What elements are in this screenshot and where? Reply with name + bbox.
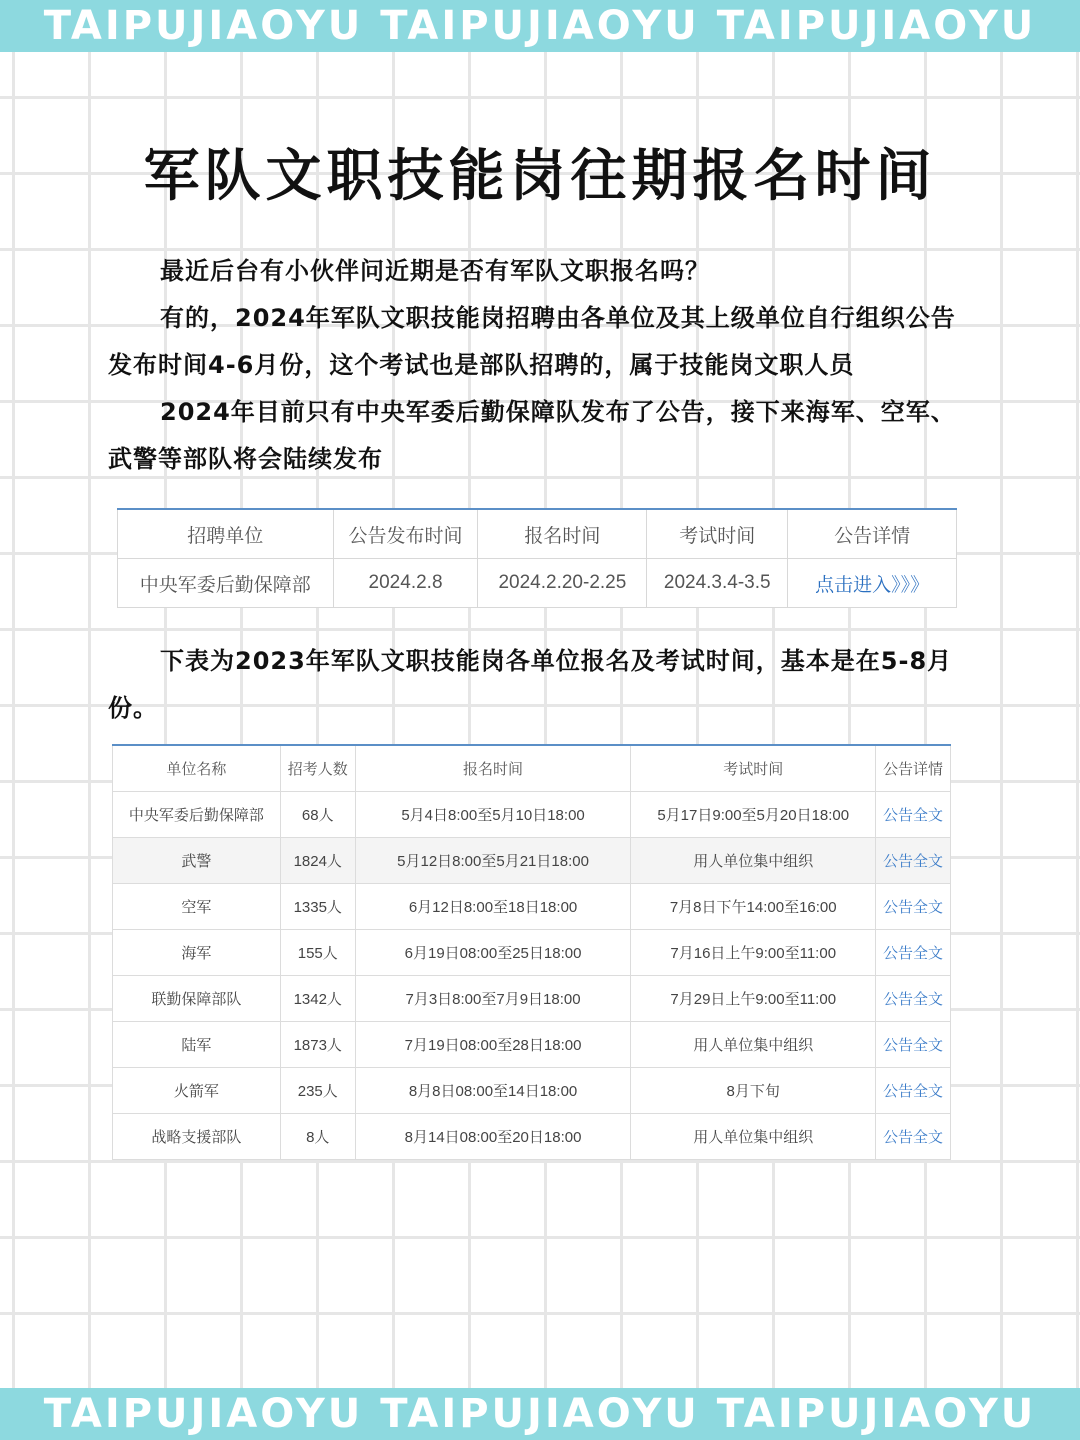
table-row [113,1114,951,1160]
cell-register-time: 2024.2.20-2.25 [478,559,647,608]
table-row [113,930,951,976]
table-2024-header [118,509,957,559]
cell-register-time: 5月4日8:00至5月10日18:00 [355,792,631,838]
header-details: 公告详情 [876,745,951,792]
detail-link[interactable]: 公告全文 [876,884,951,930]
header-register-time: 报名时间 [478,509,647,559]
intro-paragraphs [108,248,978,483]
cell-exam-time: 8月下旬 [631,1068,876,1114]
table-row [118,559,957,608]
cell-unit-name: 空军 [113,884,281,930]
table-row [113,976,951,1022]
intro-line-1: 最近后台有小伙伴问近期是否有军队文职报名吗？ [160,257,710,285]
table-row [113,838,951,884]
cell-exam-time: 7月16日上午9:00至11:00 [631,930,876,976]
header-exam-time: 考试时间 [631,745,876,792]
cell-unit-name: 火箭军 [113,1068,281,1114]
cell-headcount: 1335人 [280,884,355,930]
cell-unit: 中央军委后勤保障部 [118,559,334,608]
top-banner: TAIPUJIAOYU TAIPUJIAOYU TAIPUJIAOYU [0,0,1080,52]
cell-unit-name: 海军 [113,930,281,976]
cell-headcount: 68人 [280,792,355,838]
note-2023 [108,638,978,732]
intro-line-3: 2024年目前只有中央军委后勤保障队发布了公告，接下来海军、空军、武警等部队将会陆续发布 [108,398,956,473]
cell-exam-time: 用人单位集中组织 [631,1022,876,1068]
table-2023-header [113,745,951,792]
header-unit-name: 单位名称 [113,745,281,792]
header-unit: 招聘单位 [118,509,334,559]
cell-headcount: 8人 [280,1114,355,1160]
header-details: 公告详情 [788,509,957,559]
cell-exam-time: 用人单位集中组织 [631,838,876,884]
detail-link[interactable]: 公告全文 [876,792,951,838]
cell-headcount: 1342人 [280,976,355,1022]
cell-unit-name: 战略支援部队 [113,1114,281,1160]
cell-headcount: 1873人 [280,1022,355,1068]
cell-register-time: 7月19日08:00至28日18:00 [355,1022,631,1068]
cell-exam-time: 7月29日上午9:00至11:00 [631,976,876,1022]
cell-register-time: 7月3日8:00至7月9日18:00 [355,976,631,1022]
detail-link[interactable]: 公告全文 [876,1114,951,1160]
cell-unit-name: 武警 [113,838,281,884]
header-publish-time: 公告发布时间 [333,509,478,559]
cell-register-time: 5月12日8:00至5月21日18:00 [355,838,631,884]
cell-unit-name: 中央军委后勤保障部 [113,792,281,838]
cell-register-time: 8月8日08:00至14日18:00 [355,1068,631,1114]
cell-unit-name: 联勤保障部队 [113,976,281,1022]
header-headcount: 招考人数 [280,745,355,792]
cell-exam-time: 用人单位集中组织 [631,1114,876,1160]
table-row [113,792,951,838]
table-2024 [117,508,957,608]
detail-link[interactable]: 公告全文 [876,930,951,976]
header-register-time: 报名时间 [355,745,631,792]
cell-exam-time: 2024.3.4-3.5 [647,559,788,608]
cell-register-time: 6月12日8:00至18日18:00 [355,884,631,930]
intro-line-2: 有的，2024年军队文职技能岗招聘由各单位及其上级单位自行组织公告发布时间4-6月份，这个考试也是部队招聘的，属于技能岗文职人员 [108,304,956,379]
table-row [113,884,951,930]
detail-link[interactable]: 公告全文 [876,838,951,884]
table-row [113,1022,951,1068]
detail-link[interactable]: 公告全文 [876,1022,951,1068]
cell-register-time: 6月19日08:00至25日18:00 [355,930,631,976]
cell-unit-name: 陆军 [113,1022,281,1068]
cell-headcount: 155人 [280,930,355,976]
cell-headcount: 235人 [280,1068,355,1114]
header-exam-time: 考试时间 [647,509,788,559]
detail-link[interactable]: 公告全文 [876,1068,951,1114]
cell-headcount: 1824人 [280,838,355,884]
cell-publish-time: 2024.2.8 [333,559,478,608]
table-2023 [112,744,951,1160]
cell-exam-time: 7月8日下午14:00至16:00 [631,884,876,930]
note-2023-text: 下表为2023年军队文职技能岗各单位报名及考试时间，基本是在5-8月份。 [108,647,953,722]
table-row [113,1068,951,1114]
cell-exam-time: 5月17日9:00至5月20日18:00 [631,792,876,838]
detail-link[interactable]: 公告全文 [876,976,951,1022]
detail-link[interactable]: 点击进入》》》 [788,559,957,608]
cell-register-time: 8月14日08:00至20日18:00 [355,1114,631,1160]
page-title: 军队文职技能岗往期报名时间 [143,144,937,209]
bottom-banner: TAIPUJIAOYU TAIPUJIAOYU TAIPUJIAOYU [0,1388,1080,1440]
